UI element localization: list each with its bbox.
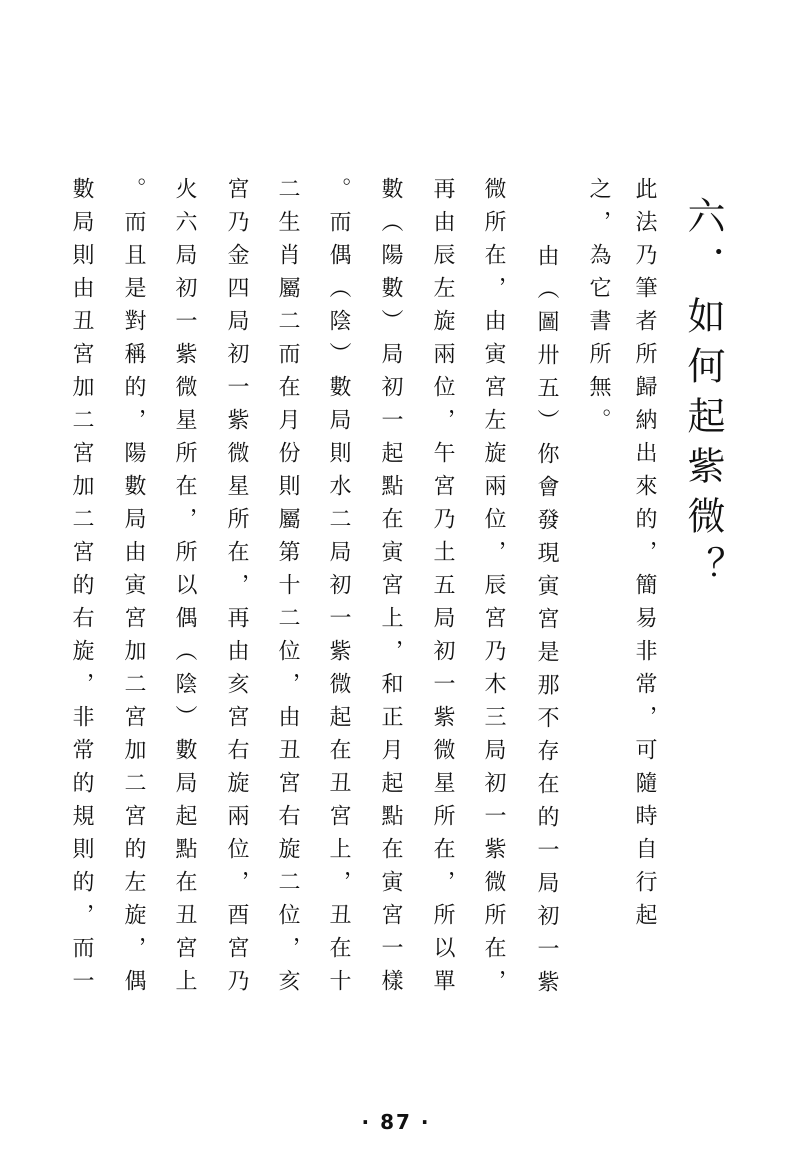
text-column-5: 再由辰左旋兩位，午宮乃土五局初一紫微星所在，所以單 <box>430 177 455 1002</box>
text-column-8: 二生肖屬二而在月份則屬第十二位，由丑宮右旋二位，亥 <box>275 177 300 1002</box>
text-column-1: 此法乃筆者所歸納出來的，簡易非常，可隨時自行起 <box>632 177 657 936</box>
text-column-7: 。而偶（陰）數局則水二局初一紫微起在丑宮上，丑在十 <box>326 177 351 1002</box>
text-column-11: 。而且是對稱的，陽數局由寅宮加二宮加二宮的左旋，偶 <box>121 177 146 1002</box>
text-column-6: 數（陽數）局初一起點在寅宮上，和正月起點在寅宮一樣 <box>378 177 403 1002</box>
text-column-9: 宮乃金四局初一紫微星所在，再由亥宮右旋兩位，酉宮乃 <box>224 177 249 1002</box>
section-title: 六．如何起紫微？ <box>681 196 725 596</box>
text-column-3: 由（圖卅五）你會發現寅宮是那不存在的一局初一紫 <box>534 244 559 1003</box>
text-column-12: 數局則由丑宮加二宮加二宮的右旋，非常的規則的，而一 <box>69 177 94 1002</box>
page-number: · 87 · <box>361 1110 431 1134</box>
text-column-4: 微所在，由寅宮左旋兩位，辰宮乃木三局初一紫微所在， <box>481 177 506 1002</box>
text-column-10: 火六局初一紫微星所在，所以偶（陰）數局起點在丑宮上 <box>172 177 197 1002</box>
text-column-2: 之，為它書所無。 <box>586 177 611 441</box>
